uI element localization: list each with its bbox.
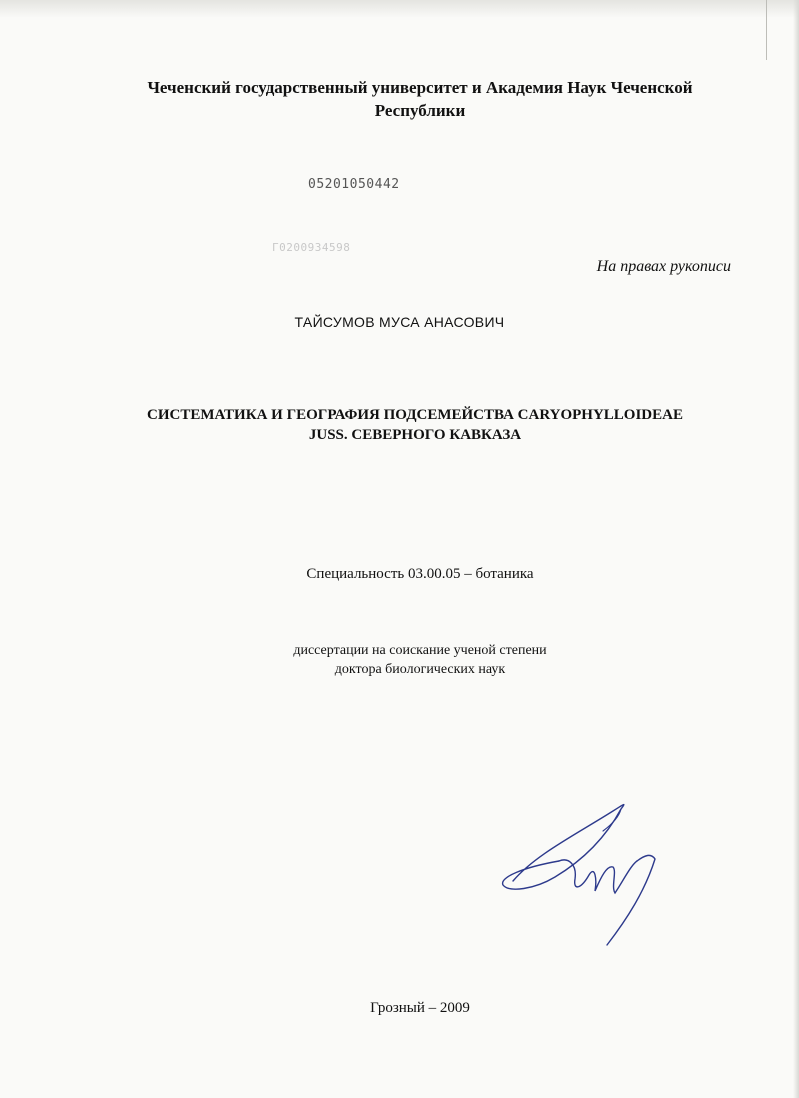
signature-stroke-middle: [559, 860, 637, 893]
author-name: ТАЙСУМОВ МУСА АНАСОВИЧ: [294, 314, 505, 330]
scan-shadow-right: [793, 0, 799, 1098]
signature-stroke-main: [503, 805, 624, 890]
degree-statement: [0, 641, 799, 679]
city-year: Грозный – 2009: [370, 1000, 470, 1016]
degree-line-2: доктора биологических наук: [334, 662, 506, 677]
specialty: Специальность 03.00.05 – ботаника: [306, 566, 534, 582]
institution-line-1: Чеченский государственный университет и Академия Наук Чеченской: [147, 78, 693, 97]
scan-edge-line: [766, 0, 767, 60]
title-line-1: СИСТЕМАТИКА И ГЕОГРАФИЯ ПОДСЕМЕЙСТВА CARYOPHYLLOIDEAE: [147, 407, 683, 423]
title-line-2: JUSS. СЕВЕРНОГО КАВКАЗА: [308, 427, 522, 443]
degree-line-1: диссертации на соискание ученой степени: [293, 643, 547, 658]
registration-number: 05201050442: [308, 177, 400, 192]
manuscript-note: На правах рукописи: [596, 258, 731, 275]
institution-line-2: Республики: [374, 101, 466, 120]
institution-header: [60, 76, 780, 122]
handwritten-signature: [495, 795, 695, 955]
registration-number-faint: Г0200934598: [272, 241, 351, 254]
dissertation-title: [90, 405, 740, 445]
scan-shadow-top: [0, 0, 799, 18]
